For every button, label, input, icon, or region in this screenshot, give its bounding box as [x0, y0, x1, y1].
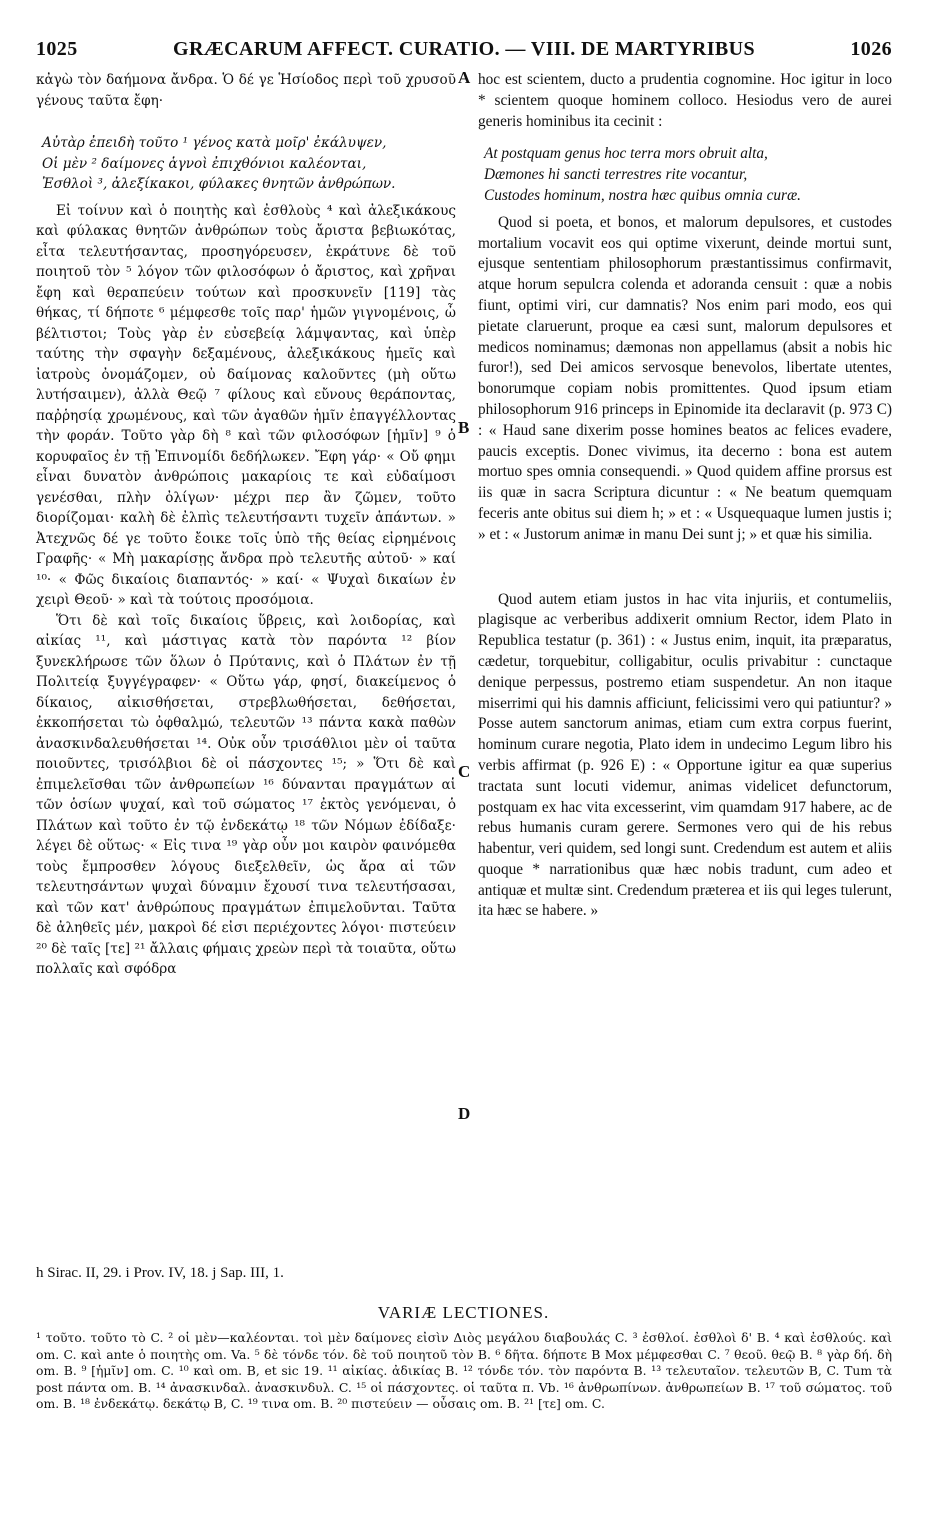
margin-marker-d: D: [458, 1104, 471, 1123]
scripture-references: h Sirac. II, 29. i Prov. IV, 18. j Sap. III, 1.: [36, 1265, 284, 1281]
running-header: [36, 38, 892, 64]
latin-verse-line: Dæmones hi sancti terrestres rite vocantur,: [484, 166, 748, 184]
page-number-left: 1025: [36, 38, 78, 60]
greek-intro: κἀγὼ τὸν δαήμονα ἄνδρα. Ὁ δέ γε Ἡσίοδος περὶ τοῦ χρυσοῦ γένους ταῦτα ἔφη·: [36, 72, 456, 109]
greek-column: [36, 70, 456, 980]
margin-marker-a: A: [458, 68, 471, 87]
latin-verse-block: [478, 144, 892, 206]
variant-readings: ¹ τοῦτο. τοῦτο τὸ C. ² οἱ μὲν—καλέονται. τοὶ μὲν δαίμονες εἰσὶν Διὸς μεγάλου διαβουλάς C. ³ ἐσθλοί. ἐσθλοὶ δ' B. ⁴ καὶ ἐσθλούς. καὶ om. C. καὶ ante ὁ ποιητὴς om. Va. ⁵ δὲ τόνδε τόν. δὲ τοῦ ποιητοῦ τὸν B. ⁶ δῆτα. δήποτε B Mox μέμφεσθαι C. ⁷ θεοῦ. θεῷ B. ⁸ γὰρ δή. δὴ om. B. ⁹ [ἡμῖν] om. C. ¹⁰ καὶ om. B, et sic 19. ¹¹ αἰκίας. ἀδικίας B. ¹² τόνδε τόν. τὸν παρόντα B. ¹³ τελευταῖον. τελευτῶν B, C. Tum τὰ post πάντα om. B. ¹⁴ ἀνασκινδαλ. ἀνασκινδυλ. C. ¹⁵ οἱ πάσχοντες. οἱ ταῦτα π. Vb. ¹⁶ ἀνθρωπίνων. ἀνθρωπείων B. ¹⁷ τοῦ σώματος. τοῦ om. B. ¹⁸ ἐνδεκάτῳ. δεκάτῳ B, C. ¹⁹ τινα om. B. ²⁰ πιστεύειν — οὖσαις om. B. ²¹ [τε] om. C.: [36, 1330, 892, 1412]
latin-paragraph: Quod si poeta, et bonos, et malorum depulsores, et custodes mortalium vocavit eos qui optime vixerunt, deinde mortui sunt, ejusque sententiam philosophorum præstantissimus confirmavit, atque horum sepulcra colenda et adoranda censuit : quæ a nobis fiunt, optimi viri, cur damnatis? Nos enim pari modo, eos qui pietate claruerunt, proque ea cæsi sunt, malorum depulsores et medicos nominamus; dæmonas non appellamus (absit a nobis hic furor!), sed Dei amicos servosque benevolos, libertate utentes, bonorumque copiam nobis promittentes. Quod ipsum etiam philosophorum 916 princeps in Epinomide ita declaravit (p. 973 C) : « Haud sane dixerim posse homines beatos ac felices evadere, paucis exceptis. Donec vivimus, ita decerno : bona est autem mortuo spes omnia consequendi. » Quod quidem affine prorsus est iis quæ in sacra Scriptura dicuntur : « Ne beatum quemquam feceris ante obitus sui diem h; » et : « Usquequaque lumen justis i; » et : « Justorum animæ in manu Dei sunt j; » et quæ his similia.: [478, 213, 892, 543]
margin-marker-b: B: [458, 418, 470, 437]
margin-marker-c: C: [458, 762, 471, 781]
greek-verse-block: [36, 133, 456, 195]
page-number-right: 1026: [850, 38, 892, 60]
greek-paragraph: Εἰ τοίνυν καὶ ὁ ποιητὴς καὶ ἐσθλοὺς ⁴ καὶ ἀλεξικάκους καὶ φύλακας θνητῶν ἀνθρώπων τοὺς ἄριστα βεβιωκότας, εἶτα τελευτήσαντας, προσηγόρευσεν, ἐκράτυνε δὲ τοῦ ποιητοῦ τὸν ⁵ λόγον τῶν φιλοσόφων ὁ ἄριστος, καὶ χρῆναι ἔφη καὶ θεραπεύειν τούτων καὶ προσκυνεῖν [119] τὰς θήκας, τί δήποτε ⁶ μέμφεσθε τοῖς παρ' ἡμῶν γιγνομένοις, ὦ βέλτιστοι; Τοὺς γὰρ ἐν εὐσεβείᾳ λάμψαντας, καὶ ὑπὲρ ταύτης τὴν σφαγὴν δεξαμένους, ἀλεξικάκους ἡμεῖς καὶ ἰατροὺς ὀνομάζομεν, οὐ δαίμονας καλοῦντες (μὴ οὕτω λυτήσαιμεν), ἀλλὰ Θεῷ ⁷ φίλους καὶ εὔνους θεράποντας, παῤῥησίᾳ χρωμένους, καὶ τῶν ἀγαθῶν ἡμῖν ἐπαγγέλλοντας τὴν φοράν. Τοῦτο γὰρ δὴ ⁸ καὶ τῶν φιλοσόφων [ἡμῖν] ⁹ ὁ κορυφαῖος ἐν τῇ Ἐπινομίδι δεδήλωκεν. Ἔφη γάρ· « Οὔ φημι εἶναι δυνατὸν ἀνθρώποις μακαρίοις τε καὶ εὐδαίμοσι γενέσθαι, πλὴν ὀλίγων· μέχρι περ ἂν ζῶμεν, τοῦτο διορίζομαι· καλὴ δὲ ἐλπὶς τελευτήσαντι τυχεῖν ἁπάντων. » Ἀτεχνῶς δέ γε τοῦτο ἔοικε τοῖς ὑπὸ τῆς θείας εἰρημένοις Γραφῆς· « Μὴ μακαρίσῃς ἄνδρα πρὸ τελευτῆς αὐτοῦ· » καί ¹⁰· « Φῶς δικαίοις διαπαντός· » καί· « Ψυχαὶ δικαίων ἐν χειρὶ Θεοῦ· » καὶ τὰ τούτοις προσόμοια.: [36, 202, 456, 608]
latin-paragraph: Quod autem etiam justos in hac vita injuriis, et contumeliis, plagisque ac verberibus addixerit omnium Rector, idem Plato in Republica testatur (p. 361) : « Justus enim, inquit, ita præparatus, cædetur, torquebitur, colligabitur, oculis privabitur : cunctaque denique perpessus, postremo etiam suspendetur. An non itaque miserrimi qui his damnis afficiunt, felicissimi vero qui patiuntur? » Posse autem sanctorum animas, etiam cum extra corpus fuerint, hominum curare negotia, Plato idem in undecimo Legum libro his verbis affirmat (p. 926 E) : « Opportune igitur ea quæ superius tractata sunt locuti videmur, animas videlicet defunctorum, postquam ex hac vita excesserint, vim quamdam 917 habere, ac de rebus humanis curam gerere. Sermones vero qui de his rebus habentur, veri quidem, sed longi sunt. Credendum est autem et aliis quoque * narrationibus quæ hæc nobis tradunt, cum adeo et antiquæ et multæ sint. Credendum præterea et iis qui leges tulerunt, ita hæc se habere. »: [478, 590, 892, 920]
latin-verse-line: Custodes hominum, nostra hæc quibus omnia curæ.: [484, 186, 801, 204]
latin-verse-line: At postquam genus hoc terra mors obruit alta,: [484, 145, 768, 163]
latin-column: [478, 70, 892, 922]
greek-paragraph: Ὅτι δὲ καὶ τοῖς δικαίοις ὕβρεις, καὶ λοιδορίας, καὶ αἰκίας ¹¹, καὶ μάστιγας κατὰ τὸν παρόντα ¹² βίον ξυνεκλήρωσε τῶν ὅλων ὁ Πρύτανις, καὶ ὁ Πλάτων ἐν τῇ Πολιτείᾳ ξυγγέγραφεν· « Οὕτω γάρ, φησί, διακείμενος ὁ δίκαιος, αἰκισθήσεται, στρεβλωθήσεται, δεθήσεται, ἐκκοπήσεται τὼ ὀφθαλμώ, τελευτῶν ¹³ πάντα κακὰ παθὼν ἀνασκινδαλευθήσεται ¹⁴. Οὐκ οὖν τρισάθλιοι μὲν οἱ ταῦτα ποιοῦντες, τρισόλβιοι δὲ οἱ πάσχοντες ¹⁵; » Ὅτι δὲ καὶ ἐπιμελεῖσθαι τῶν ἀνθρωπείων ¹⁶ δύνανται πραγμάτων αἱ τῶν ὁσίων ψυχαί, καὶ τοῦ σώματος ¹⁷ ἐκτὸς γενόμεναι, ὁ Πλάτων καὶ τοῦτο ἐν τῷ ἐνδεκάτῳ ¹⁸ τῶν Νόμων ἐδίδαξε· λέγει δὲ οὕτως· « Εἰς τινα ¹⁹ γὰρ οὖν μοι καιρὸν φαινόμεθα τοὺς ἔμπροσθεν λόγους διεξελθεῖν, ὡς ἄρα αἱ τῶν τελευτησάντων ψυχαὶ δύναμιν ἔχουσί τινα τελευτήσασαι, καὶ τῶν κατ' ἀνθρώπους πραγμάτων ἐπιμελοῦνται. Ταῦτα δὲ ἀληθεῖς μέν, μακροὶ δέ εἰσι περιέχοντες λόγοι· πιστεύειν ²⁰ δὲ ταῖς [τε] ²¹ ἄλλαις φήμαις χρεὼν περὶ τὰ τοιαῦτα, οὕτω πολλαῖς καὶ σφόδρα: [36, 612, 456, 977]
greek-verse-line: Οἱ μὲν ² δαίμονες ἁγνοὶ ἐπιχθόνιοι καλέονται,: [42, 155, 367, 172]
greek-verse-line: Ἐσθλοὶ ³, ἀλεξίκακοι, φύλακες θνητῶν ἀνθρώπων.: [42, 176, 396, 192]
variants-title: VARIÆ LECTIONES.: [377, 1303, 550, 1322]
running-title: GRÆCARUM AFFECT. CURATIO. — VIII. DE MARTYRIBUS: [172, 38, 756, 60]
greek-verse-line: Αὐτὰρ ἐπειδὴ τοῦτο ¹ γένος κατὰ μοῖρ' ἐκάλυψεν,: [42, 135, 387, 151]
latin-intro: hoc est scientem, ducto a prudentia cognomine. Hoc igitur in loco * scientem quoque hominem colloco. Hesiodus vero de aurei generis hominibus ita cecinit :: [478, 71, 892, 130]
